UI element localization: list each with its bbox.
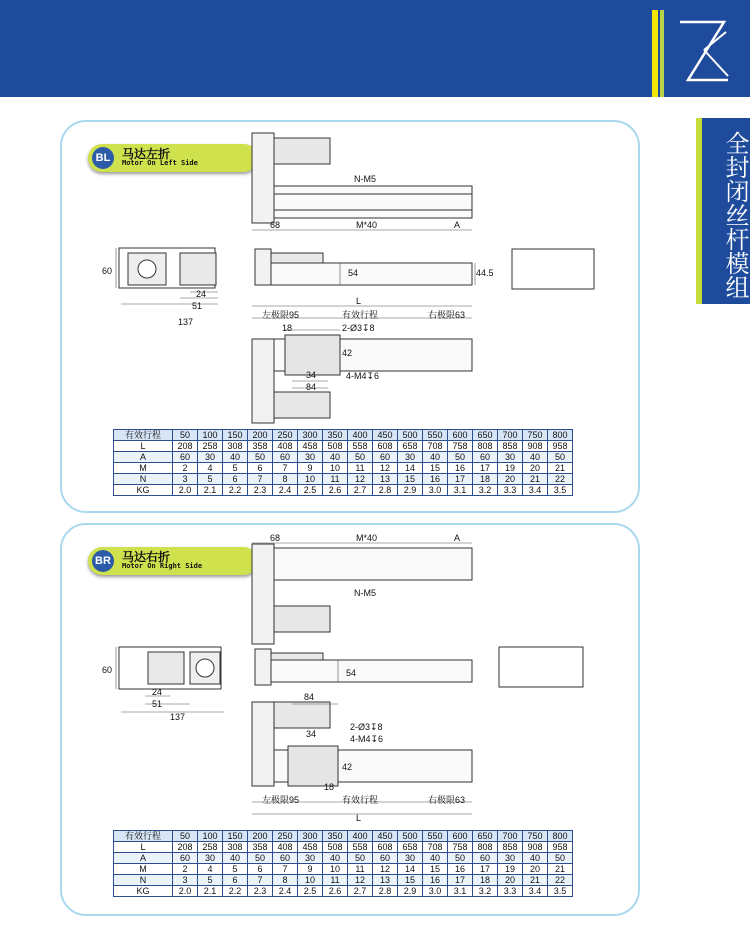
table-cell: 508 [323,441,348,452]
table-row [114,485,573,496]
table-cell: 19 [498,864,523,875]
label-hole4: 4-M4↧6 [350,734,384,744]
rail-body [274,186,472,218]
table-cell: 750 [523,831,548,842]
table-cell: 有效行程 [114,831,173,842]
table-cell: 30 [398,853,423,864]
table-cell: 30 [498,853,523,864]
table-cell: 7 [273,864,298,875]
table-cell: 450 [373,430,398,441]
table-cell: 50 [248,452,273,463]
motor-body [274,606,330,632]
end-cover-view [512,249,594,289]
table-cell: 50 [248,853,273,864]
table-cell: 100 [198,430,223,441]
table-cell: 608 [373,441,398,452]
label-84: 84 [306,382,317,392]
table-cell: 200 [248,831,273,842]
table-cell: 650 [473,831,498,842]
table-cell: 3.5 [548,886,573,897]
table-cell: 10 [323,864,348,875]
table-cell: 30 [498,452,523,463]
table-cell: 958 [548,842,573,853]
table-cell: 30 [298,452,323,463]
spec-table-br [113,830,573,897]
table-cell: 20 [523,463,548,474]
label-l: L [356,296,362,306]
table-cell: 208 [173,441,198,452]
table-cell: 5 [198,875,223,886]
table-cell: 2 [173,463,198,474]
label-24: 24 [152,687,163,697]
table-cell: 50 [548,853,573,864]
table-cell: 2.3 [248,485,273,496]
table-cell: 408 [273,441,298,452]
table-cell: 22 [548,474,573,485]
table-cell: 2.6 [323,485,348,496]
label-137: 137 [170,712,186,722]
table-cell: 2.5 [298,485,323,496]
table-cell: 7 [248,474,273,485]
end-plate [252,133,274,223]
label-right-limit: 右极限63 [428,310,466,320]
table-cell: 308 [223,441,248,452]
table-cell: 908 [523,441,548,452]
table-cell: 350 [323,831,348,842]
table-row [114,831,573,842]
table-cell: 258 [198,842,223,853]
table-cell: L [114,842,173,853]
table-cell: 608 [373,842,398,853]
table-cell: 908 [523,842,548,853]
table-cell: 708 [423,842,448,853]
table-cell: 5 [223,864,248,875]
label-left-limit: 左极限95 [262,310,300,320]
table-cell: 30 [398,452,423,463]
table-cell: 14 [398,463,423,474]
front-rail [271,660,472,682]
table-cell: 7 [273,463,298,474]
label-a: A [454,533,461,543]
table-cell: 13 [373,875,398,886]
table-cell: 18 [473,474,498,485]
table-row [114,853,573,864]
badge-code: BL [92,147,114,169]
table-cell: 2.4 [273,886,298,897]
table-cell: 800 [548,831,573,842]
table-row [114,864,573,875]
table-cell: 2.7 [348,485,373,496]
table-cell: 12 [348,875,373,886]
table-cell: 40 [223,452,248,463]
label-34: 34 [306,729,317,739]
table-cell: A [114,452,173,463]
table-cell: 550 [423,430,448,441]
table-row [114,430,573,441]
table-cell: 100 [198,831,223,842]
table-cell: 4 [198,463,223,474]
table-cell: 250 [273,430,298,441]
end-plate [252,544,274,644]
table-row [114,463,573,474]
table-cell: 5 [223,463,248,474]
label-42: 42 [342,762,353,772]
table-cell: 21 [523,474,548,485]
table-cell: 16 [423,875,448,886]
table-cell: 17 [473,463,498,474]
table-cell: 10 [298,474,323,485]
table-cell: 3.0 [423,886,448,897]
table-cell: 17 [448,474,473,485]
table-cell: 20 [498,875,523,886]
table-cell: 6 [248,864,273,875]
badge-title: 马达左折 [122,147,171,161]
table-cell: 11 [348,864,373,875]
table-cell: 6 [248,463,273,474]
table-cell: 21 [548,864,573,875]
label-stroke: 有效行程 [342,310,379,320]
table-cell: 60 [373,853,398,864]
table-row [114,842,573,853]
table-row [114,875,573,886]
badge-code: BR [92,550,114,572]
table-cell: 3.5 [548,485,573,496]
table-cell: 450 [373,831,398,842]
front-end [255,249,271,285]
table-cell: 2.9 [398,485,423,496]
table-cell: 60 [273,853,298,864]
table-cell: 60 [173,853,198,864]
table-cell: 700 [498,831,523,842]
label-nm5: N-M5 [354,174,376,184]
table-cell: M [114,463,173,474]
table-cell: 208 [173,842,198,853]
table-cell: 13 [373,474,398,485]
badge-title: 马达右折 [122,550,171,564]
table-cell: 15 [398,875,423,886]
table-cell: 40 [423,853,448,864]
label-54: 54 [346,668,357,678]
table-cell: 2.0 [173,485,198,496]
table-cell: 60 [473,452,498,463]
table-cell: 50 [548,452,573,463]
table-cell: 60 [373,452,398,463]
table-cell: 400 [348,430,373,441]
table-cell: 50 [348,452,373,463]
table-cell: 3 [173,474,198,485]
table-cell: 658 [398,842,423,853]
table-cell: 658 [398,441,423,452]
table-cell: 3.2 [473,886,498,897]
table-cell: 12 [348,474,373,485]
table-cell: 400 [348,831,373,842]
table-cell: 9 [298,864,323,875]
label-hole4: 4-M4↧6 [346,371,380,381]
label-60: 60 [102,665,113,675]
table-cell: 8 [273,875,298,886]
table-cell: 60 [473,853,498,864]
table-cell: 22 [548,875,573,886]
label-51: 51 [192,301,203,311]
table-row [114,452,573,463]
table-cell: 40 [523,452,548,463]
label-18: 18 [282,323,293,333]
table-cell: 11 [323,875,348,886]
label-m40: M*40 [356,220,378,230]
table-cell: 40 [423,452,448,463]
category-side-tab: 全封闭丝杆模组 [696,118,750,304]
table-cell: A [114,853,173,864]
label-60: 60 [102,266,113,276]
table-cell: 308 [223,842,248,853]
table-cell: 30 [198,452,223,463]
table-cell: 3.3 [498,886,523,897]
table-cell: 19 [498,463,523,474]
table-cell: 2.4 [273,485,298,496]
label-hole2: 2-Ø3↧8 [342,323,375,333]
table-cell: 800 [548,430,573,441]
label-right-limit: 右极限63 [428,795,466,805]
table-cell: 12 [373,463,398,474]
label-34: 34 [306,370,317,380]
table-cell: 20 [498,474,523,485]
table-cell: 558 [348,842,373,853]
front-end [255,649,271,685]
table-cell: 5 [198,474,223,485]
badge-subtitle: Motor On Left Side [122,159,198,167]
table-cell: 4 [198,864,223,875]
table-cell: 2.1 [198,886,223,897]
table-cell: 40 [523,853,548,864]
table-cell: 858 [498,842,523,853]
table-cell: 3.0 [423,485,448,496]
table-cell: 458 [298,441,323,452]
table-cell: 808 [473,441,498,452]
table-cell: 15 [398,474,423,485]
table-cell: 9 [298,463,323,474]
table-cell: 2.0 [173,886,198,897]
table-cell: 3.1 [448,886,473,897]
label-137: 137 [178,317,194,327]
table-cell: 2.2 [223,886,248,897]
spec-table-bl [113,429,573,496]
table-cell: 6 [223,875,248,886]
table-cell: 50 [448,853,473,864]
table-cell: 808 [473,842,498,853]
table-cell: 17 [448,875,473,886]
label-hole2: 2-Ø3↧8 [350,722,383,732]
table-cell: 50 [348,853,373,864]
table-cell: 408 [273,842,298,853]
label-a: A [454,220,461,230]
table-cell: 50 [173,831,198,842]
table-cell: 3 [173,875,198,886]
table-cell: 558 [348,441,373,452]
table-cell: 20 [523,864,548,875]
table-cell: 750 [523,430,548,441]
table-cell: KG [114,485,173,496]
table-cell: M [114,864,173,875]
table-cell: 40 [323,853,348,864]
end-cover-view [499,647,583,687]
label-24: 24 [196,289,207,299]
bottom-plate [252,339,274,423]
label-44-5: 44.5 [476,268,494,278]
table-cell: 7 [248,875,273,886]
carriage [285,335,340,375]
table-cell: 350 [323,430,348,441]
table-cell: L [114,441,173,452]
drawing-br [0,520,750,830]
table-row [114,474,573,485]
table-cell: 10 [323,463,348,474]
table-cell: 3.4 [523,485,548,496]
table-cell: 2 [173,864,198,875]
table-cell: 60 [273,452,298,463]
table-cell: 8 [273,474,298,485]
table-cell: 3.2 [473,485,498,496]
table-cell: 2.8 [373,485,398,496]
table-cell: 3.1 [448,485,473,496]
table-cell: 258 [198,441,223,452]
table-cell: 500 [398,430,423,441]
table-cell: 600 [448,430,473,441]
table-cell: N [114,474,173,485]
table-cell: 700 [498,430,523,441]
label-m40: M*40 [356,533,378,543]
motor-body [274,138,330,164]
table-cell: 17 [473,864,498,875]
table-cell: 60 [173,452,198,463]
table-cell: 40 [223,853,248,864]
label-68: 68 [270,220,281,230]
table-cell: 200 [248,430,273,441]
table-cell: 358 [248,842,273,853]
table-cell: 15 [423,463,448,474]
table-row [114,441,573,452]
label-54: 54 [348,268,359,278]
label-stroke: 有效行程 [342,795,379,805]
table-cell: 358 [248,441,273,452]
label-42: 42 [342,348,353,358]
table-cell: 15 [423,864,448,875]
table-cell: KG [114,886,173,897]
table-cell: 150 [223,430,248,441]
table-cell: 30 [198,853,223,864]
table-cell: 18 [473,875,498,886]
label-18: 18 [324,782,335,792]
table-cell: 16 [448,864,473,875]
table-cell: N [114,875,173,886]
table-cell: 2.9 [398,886,423,897]
table-cell: 40 [323,452,348,463]
bottom-plate [252,702,274,786]
label-68: 68 [270,533,281,543]
table-cell: 2.3 [248,886,273,897]
label-l: L [356,813,362,823]
table-cell: 14 [398,864,423,875]
table-cell: 2.2 [223,485,248,496]
table-cell: 300 [298,831,323,842]
table-cell: 有效行程 [114,430,173,441]
table-cell: 550 [423,831,448,842]
table-cell: 708 [423,441,448,452]
table-cell: 500 [398,831,423,842]
table-cell: 2.7 [348,886,373,897]
table-cell: 858 [498,441,523,452]
table-cell: 6 [223,474,248,485]
table-cell: 3.3 [498,485,523,496]
table-cell: 30 [298,853,323,864]
label-84: 84 [304,692,315,702]
table-cell: 300 [298,430,323,441]
table-cell: 16 [448,463,473,474]
table-cell: 600 [448,831,473,842]
table-cell: 2.1 [198,485,223,496]
table-cell: 2.6 [323,886,348,897]
badge-subtitle: Motor On Right Side [122,562,203,570]
table-cell: 50 [448,452,473,463]
label-51: 51 [152,699,163,709]
table-cell: 958 [548,441,573,452]
table-cell: 21 [523,875,548,886]
table-cell: 16 [423,474,448,485]
table-cell: 12 [373,864,398,875]
table-cell: 2.5 [298,886,323,897]
table-cell: 758 [448,842,473,853]
label-nm5: N-M5 [354,588,376,598]
rail-body [274,548,472,580]
carriage [288,746,338,786]
table-cell: 3.4 [523,886,548,897]
table-cell: 21 [548,463,573,474]
table-cell: 508 [323,842,348,853]
table-cell: 250 [273,831,298,842]
table-cell: 11 [348,463,373,474]
table-cell: 650 [473,430,498,441]
table-cell: 2.8 [373,886,398,897]
table-cell: 11 [323,474,348,485]
table-cell: 50 [173,430,198,441]
table-cell: 150 [223,831,248,842]
front-rail [271,263,472,285]
table-row [114,886,573,897]
table-cell: 758 [448,441,473,452]
label-left-limit: 左极限95 [262,795,300,805]
table-cell: 458 [298,842,323,853]
table-cell: 10 [298,875,323,886]
